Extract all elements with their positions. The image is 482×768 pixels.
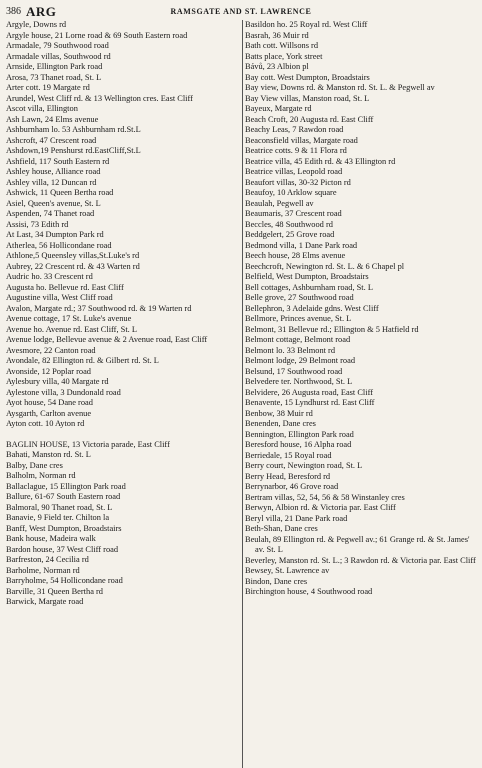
directory-entry: Balmoral, 90 Thanet road, St. L [6, 502, 113, 512]
directory-entry: Ballure, 61-67 South Eastern road [6, 492, 121, 501]
column-divider [242, 20, 243, 768]
directory-entry: Armadale, 79 Southwood road [6, 41, 109, 50]
directory-entry: Beatrice villa, 45 Edith rd. & 43 Ellington rd [245, 156, 396, 166]
page-header [6, 4, 476, 20]
directory-entry: Arter cott. 19 Margate rd [6, 83, 90, 92]
directory-entry: Avalon, Margate rd.; 37 Southwood rd. & 19 Warten rd [6, 303, 192, 313]
directory-entry: Aysgarth, Carlton avenue [6, 408, 92, 418]
directory-entry: Beech house, 28 Elms avenue [245, 251, 346, 260]
directory-entry: Bertram villas, 52, 54, 56 & 58 Winstanley cres [245, 492, 405, 502]
directory-entry: Bahati, Manston rd. St. L [6, 450, 91, 459]
columns [6, 20, 476, 768]
directory-entry: Assisi, 73 Edith rd [6, 219, 69, 229]
directory-entry: Arundel, West Cliff rd. & 13 Wellington cres. East Cliff [6, 93, 193, 103]
directory-entry: Beresford house, 16 Alpha road [245, 440, 352, 449]
directory-entry: Barholme, Norman rd [6, 565, 80, 575]
directory-entry: Beatrice cotts. 9 & 11 Flora rd [245, 146, 347, 155]
directory-entry: Bellephron, 3 Adelaide gdns. West Cliff [245, 303, 379, 313]
directory-entry: Bewsey, St. Lawrence av [245, 566, 330, 575]
directory-entry: Bávů, 23 Albion pl [245, 62, 309, 71]
directory-entry: Ashdown,19 Penshurst rd.EastCliff,St.L [6, 146, 141, 155]
directory-entry: Berrynarbor, 46 Grove road [245, 482, 339, 491]
directory-entry: Ayot house, 54 Dane road [6, 398, 93, 407]
directory-entry: Barryholme, 54 Hollicondane road [6, 576, 123, 585]
directory-entry: Bardon house, 37 West Cliff road [6, 544, 119, 554]
directory-entry: Beaulah, Pegwell av [245, 198, 314, 208]
directory-entry: Balholm, Norman rd [6, 471, 76, 480]
directory-entry: Berry Head, Beresford rd [245, 471, 331, 481]
directory-entry: Berriedale, 15 Royal road [245, 450, 332, 460]
directory-entry: Avesmore, 22 Canton road [6, 345, 96, 355]
directory-entry: Birchington house, 4 Southwood road [245, 587, 373, 596]
directory-entry: BAGLIN HOUSE, 13 Victoria parade, East Cliff [6, 439, 170, 449]
directory-entry: Aylesbury villa, 40 Margate rd [6, 377, 109, 386]
directory-entry: Beaumaris, 37 Crescent road [245, 209, 342, 218]
directory-entry: Aylestone villa, 3 Dundonald road [6, 387, 121, 397]
directory-entry: Banavie, 9 Field ter. Chilton la [6, 513, 110, 522]
directory-entry: Belmont lodge, 29 Belmont road [245, 356, 356, 365]
left-column [6, 20, 242, 768]
directory-entry: Ashwick, 11 Queen Bertha road [6, 188, 114, 197]
directory-entry: Beth-Shan, Dane cres [245, 524, 318, 533]
directory-entry: Bay View villas, Manston road, St. L [245, 93, 370, 103]
directory-entry: Ballaclague, 15 Ellington Park road [6, 481, 126, 491]
right-column [245, 20, 476, 768]
directory-entry: Ascot villa, Ellington [6, 104, 78, 113]
directory-entry: Belmont lo. 33 Belmont rd [245, 345, 336, 355]
directory-entry: Basildon ho. 25 Royal rd. West Cliff [245, 20, 368, 29]
directory-entry: Ashley house, Alliance road [6, 167, 101, 176]
directory-entry: Belsund, 17 Southwood road [245, 366, 343, 376]
directory-entry: Ash Lawn, 24 Elms avenue [6, 114, 99, 124]
directory-entry: Aspenden, 74 Thanet road [6, 209, 95, 218]
directory-entry: Augusta ho. Bellevue rd. East Cliff [6, 282, 124, 292]
directory-entry: Ashfield, 117 South Eastern rd [6, 156, 110, 166]
directory-entry: Beddgelert, 25 Grove road [245, 230, 335, 239]
directory-entry: Ashburnham lo. 53 Ashburnham rd.St.L [6, 125, 141, 134]
directory-entry: Armadale villas, Southwood rd [6, 51, 111, 61]
directory-entry: Bath cott. Willsons rd [245, 41, 319, 50]
directory-entry: Aubrey, 22 Crescent rd. & 43 Warten rd [6, 261, 140, 271]
directory-entry: Avenue cottage, 17 St. Luke's avenue [6, 314, 132, 323]
directory-entry: Barfreston, 24 Cecilia rd [6, 555, 89, 564]
directory-entry: Barwick, Margate road [6, 597, 84, 606]
directory-entry: Berry court, Newington road, St. L [245, 461, 363, 470]
directory-entry: Belfield, West Dumpton, Broadstairs [245, 272, 369, 281]
directory-entry: Bay cott. West Dumpton, Broadstairs [245, 72, 370, 82]
directory-entry: Beccles, 48 Southwood rd [245, 219, 333, 229]
directory-entry: Beaufoy, 10 Arklow square [245, 188, 337, 197]
directory-entry: Balby, Dane cres [6, 460, 63, 470]
directory-entry: Beulah, 89 Ellington rd. & Pegwell av.; 61 Grange rd. & St. James' av. St. L [245, 534, 470, 554]
directory-entry: Avenue lodge, Bellevue avenue & 2 Avenue road, East Cliff [6, 335, 208, 344]
index-abbreviation: ARG [26, 4, 57, 19]
directory-entry: Avenue ho. Avenue rd. East Cliff, St. L [6, 324, 137, 334]
directory-entry: Beach Croft, 20 Augusta rd. East Cliff [245, 114, 374, 124]
directory-entry: Ayton cott. 10 Ayton rd [6, 419, 85, 428]
directory-entry: Atherlea, 56 Hollicondane road [6, 240, 112, 250]
directory-entry: At Last, 34 Dumpton Park rd [6, 230, 104, 239]
directory-entry: Belvidere, 26 Augusta road, East Cliff [245, 387, 374, 397]
directory-entry: Athlone,5 Queensley villas,St.Luke's rd [6, 251, 140, 260]
directory-entry: Beaufort villas, 30-32 Picton rd [245, 177, 351, 187]
directory-entry: Benenden, Dane cres [245, 419, 316, 428]
directory-entry: Arnside, Ellington Park road [6, 62, 103, 71]
directory-entry: Ashcroft, 47 Crescent road [6, 135, 97, 145]
directory-entry: Bell cottages, Ashburnham road, St. L [245, 282, 373, 292]
directory-entry: Asiel, Queen's avenue, St. L [6, 198, 101, 208]
directory-entry: Beryl villa, 21 Dane Park road [245, 513, 348, 523]
directory-entry: Bellmore, Princes avenue, St. L [245, 314, 352, 323]
directory-entry: Bedmond villa, 1 Dane Park road [245, 240, 358, 250]
directory-entry: Bennington, Ellington Park road [245, 429, 354, 439]
directory-entry: Bank house, Madeira walk [6, 534, 96, 543]
directory-entry: Benbow, 38 Muir rd [245, 408, 313, 418]
directory-entry: Bindon, Dane cres [245, 576, 308, 586]
directory-entry: Beatrice villas, Leopold road [245, 167, 343, 176]
directory-entry: Ashley villa, 12 Duncan rd [6, 177, 97, 187]
directory-entry: Banff, West Dumpton, Broadstairs [6, 523, 122, 533]
directory-entry: Belvedere ter. Northwood, St. L [245, 377, 353, 386]
directory-entry: Bayeux, Margate rd [245, 104, 312, 113]
directory-entry: Belmont, 31 Bellevue rd.; Ellington & 5 Hatfield rd [245, 324, 419, 334]
directory-entry: Beechcroft, Newington rd. St. L. & 6 Chapel pl [245, 261, 405, 271]
directory-entry: Avondale, 82 Ellington rd. & Gilbert rd. St. L [6, 356, 159, 365]
directory-entry: Berwyn, Albion rd. & Victoria par. East Cliff [245, 503, 396, 512]
directory-entry: Batts place, York street [245, 51, 323, 61]
directory-entry: Augustine villa, West Cliff road [6, 293, 113, 302]
directory-entry: Bay view, Downs rd. & Manston rd. St. L. & Pegwell av [245, 83, 435, 92]
directory-entry: Belmont cottage, Belmont road [245, 335, 351, 344]
directory-entry: Arosa, 73 Thanet road, St. L [6, 72, 102, 82]
directory-entry: Argyle house, 21 Lorne road & 69 South Eastern road [6, 30, 188, 40]
running-title: RAMSGATE AND ST. LAWRENCE [170, 7, 312, 16]
directory-entry: Basrah, 36 Muir rd [245, 30, 309, 40]
directory-entry: Benavente, 15 Lyndhurst rd. East Cliff [245, 398, 375, 407]
directory-entry: Belle grove, 27 Southwood road [245, 293, 354, 302]
page-number: 386 [6, 6, 21, 17]
directory-entry: Beaconsfield villas, Margate road [245, 135, 358, 145]
directory-entry: Barville, 31 Queen Bertha rd [6, 586, 103, 596]
directory-entry: Audric ho. 33 Crescent rd [6, 272, 93, 281]
directory-entry: Argyle, Downs rd [6, 20, 67, 29]
directory-entry: Beachy Leas, 7 Rawdon road [245, 125, 344, 134]
directory-entry: Beverley, Manston rd. St. L.; 3 Rawdon rd. & Victoria par. East Cliff [245, 555, 476, 565]
directory-entry: Avonside, 12 Poplar road [6, 366, 91, 376]
